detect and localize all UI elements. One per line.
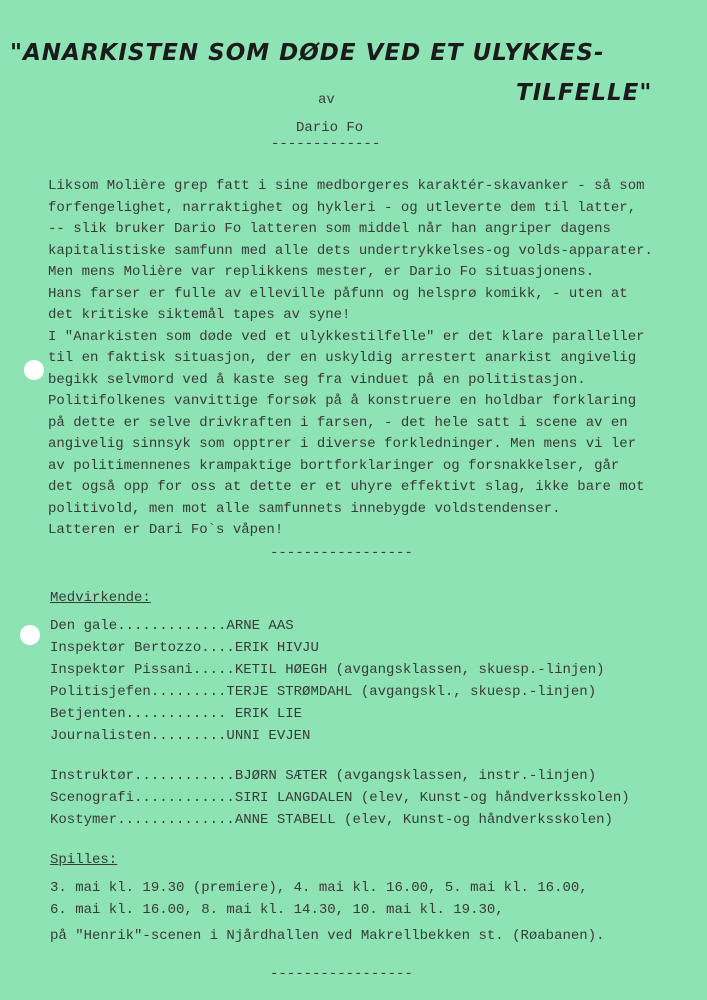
intro-line: det kritiske siktemål tapes av syne! — [48, 307, 351, 323]
cast-list — [50, 615, 605, 747]
show-line: 6. mai kl. 16.00, 8. mai kl. 14.30, 10. mai kl. 19.30, — [50, 902, 504, 918]
intro-line: til en faktisk situasjon, der en uskyldig arrestert anarkist angivelig — [48, 350, 637, 366]
cast-entry: Betjenten............ ERIK LIE — [50, 706, 303, 722]
show-dates — [50, 877, 588, 921]
crew-entry: Instruktør............BJØRN SÆTER (avgangsklassen, instr.-linjen) — [50, 768, 597, 784]
byline-av: av — [318, 92, 335, 108]
divider-2: ----------------- — [270, 545, 413, 561]
intro-line: begikk selvmord ved å kaste seg fra vinduet på en politistasjon. — [48, 371, 586, 388]
intro-line: forfengelighet, narraktighet og hykleri - og utleverte dem til latter, — [48, 199, 637, 216]
divider-3: ----------------- — [270, 966, 413, 982]
shows-heading: Spilles: — [50, 852, 118, 868]
intro-paragraph — [48, 176, 688, 542]
intro-line: I "Anarkisten som døde ved et ulykkestilfelle" er det klare paralleller — [48, 328, 645, 345]
cast-entry: Politisjefen.........TERJE STRØMDAHL (avgangskl., skuesp.-linjen) — [50, 684, 597, 700]
author-name: Dario Fo — [296, 120, 364, 136]
intro-line: angivelig sinnsyk som opptrer i diverse forkledninger. Men mens vi ler — [48, 436, 637, 452]
title-line-2: TILFELLE" — [516, 80, 653, 106]
show-line: 3. mai kl. 19.30 (premiere), 4. mai kl. 16.00, 5. mai kl. 16.00, — [50, 880, 588, 896]
cast-entry: Inspektør Bertozzo....ERIK HIVJU — [50, 640, 319, 656]
punch-hole — [24, 360, 44, 380]
cast-entry: Journalisten.........UNNI EVJEN — [50, 728, 311, 744]
intro-line: Hans farser er fulle av elleville påfunn og helsprø komikk, - uten at — [48, 285, 628, 302]
crew-list — [50, 765, 630, 831]
title-line-1: "ANARKISTEN SOM DØDE VED ET ULYKKES- — [10, 40, 605, 66]
intro-line: det også opp for oss at dette er et uhyre effektivt slag, ikke bare mot — [48, 479, 645, 495]
intro-line: Liksom Molière grep fatt i sine medborgeres karaktér-skavanker - så som — [48, 178, 645, 194]
cast-entry: Inspektør Pissani.....KETIL HØEGH (avgangsklassen, skuesp.-linjen) — [50, 662, 605, 678]
divider-1: ------------- — [271, 136, 381, 152]
intro-line: kapitalistiske samfunn med alle dets undertrykkelses-og volds-apparater. — [48, 242, 653, 259]
cast-entry: Den gale.............ARNE AAS — [50, 618, 294, 634]
crew-entry: Kostymer..............ANNE STABELL (elev, Kunst-og håndverksskolen) — [50, 812, 613, 828]
venue-line: på "Henrik"-scenen i Njårdhallen ved Makrellbekken st. (Røabanen). — [50, 928, 605, 944]
intro-line: på dette er selve drivkraften i farsen, - det hele satt i scene av en — [48, 414, 628, 431]
intro-line: -- slik bruker Dario Fo latteren som middel når han angriper dagens — [48, 221, 611, 237]
intro-line: Men mens Molière var replikkens mester, er Dario Fo situasjonens. — [48, 264, 595, 280]
crew-entry: Scenografi............SIRI LANGDALEN (elev, Kunst-og håndverksskolen) — [50, 790, 630, 806]
intro-line: av politimennenes krampaktige bortforklaringer og forsnakkelser, går — [48, 457, 620, 474]
intro-line: politivold, men mot alle samfunnets innebygde voldstendenser. — [48, 500, 561, 517]
punch-hole — [20, 625, 40, 645]
intro-line: Latteren er Dari Fo`s våpen! — [48, 522, 284, 538]
cast-heading: Medvirkende: — [50, 590, 151, 606]
intro-line: Politifolkenes vanvittige forsøk på å konstruere en holdbar forklaring — [48, 393, 637, 409]
